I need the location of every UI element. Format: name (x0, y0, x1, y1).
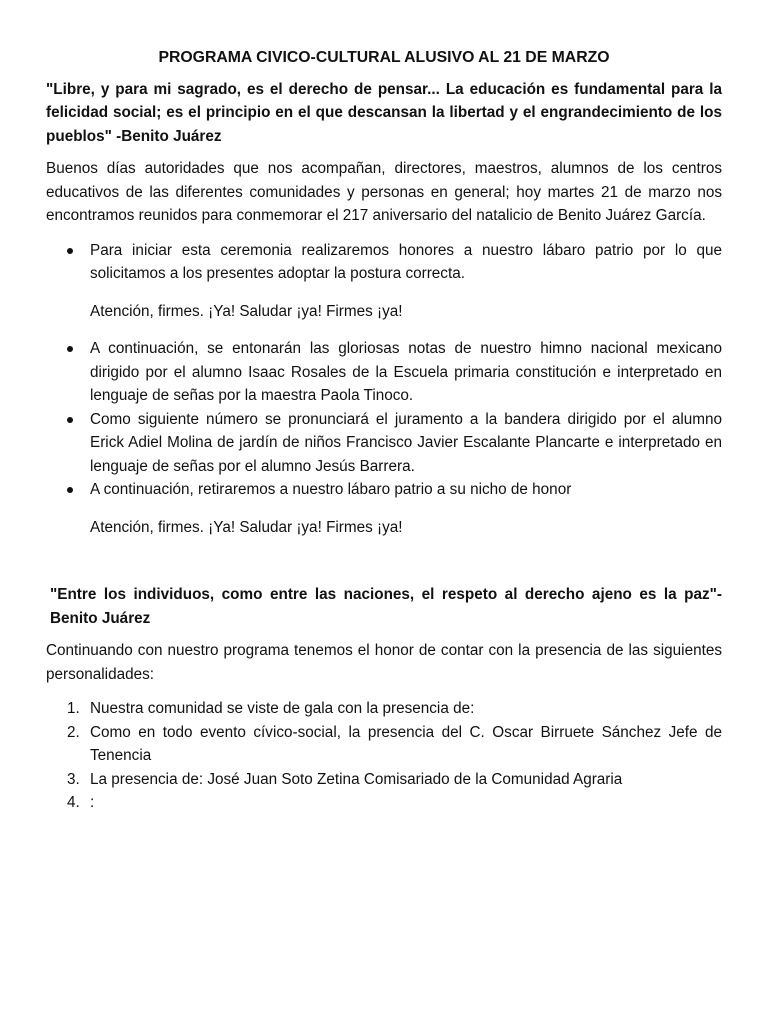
document-title: PROGRAMA CIVICO-CULTURAL ALUSIVO AL 21 DE MARZO (158, 49, 610, 66)
bullet-list-program (46, 337, 722, 502)
intro-paragraph: Buenos días autoridades que nos acompañan, directores, maestros, alumnos de los centros educativos de las diferentes comunidades y personas en general; hoy martes 21 de marzo nos encontramos reunidos para conmemorar el 217 aniversario del natalicio de Benito Juárez García. (46, 160, 722, 224)
list-number: 4. (67, 794, 80, 811)
list-number: 2. (67, 723, 80, 741)
list-item-text: Nuestra comunidad se viste de gala con la presencia de: (90, 700, 475, 717)
list-item (46, 768, 722, 792)
continuing-paragraph: Continuando con nuestro programa tenemos el honor de contar con la presencia de las siguientes personalidades: (46, 642, 722, 683)
list-item: A continuación, retiraremos a nuestro lábaro patrio a su nicho de honor (46, 478, 722, 502)
list-item (46, 791, 722, 815)
numbered-list-personalities (46, 697, 722, 815)
list-item-text: La presencia de: José Juan Soto Zetina Comisariado de la Comunidad Agraria (90, 770, 623, 788)
opening-quote: "Libre, y para mi sagrado, es el derecho de pensar... La educación es fundamental para la felicidad social; es el principio en el que descansan la libertad y el engrandecimiento de los pueblos" -Benito Juárez (46, 80, 722, 145)
second-quote: "Entre los individuos, como entre las naciones, el respeto al derecho ajeno es la paz"-Benito Juárez (50, 586, 722, 627)
command-text: Atención, firmes. ¡Ya! Saludar ¡ya! Firmes ¡ya! (90, 518, 403, 536)
list-number: 1. (67, 700, 80, 717)
list-item: Para iniciar esta ceremonia realizaremos honores a nuestro lábaro patrio por lo que solicitamos a los presentes adoptar la postura correcta. (46, 239, 722, 286)
list-item: A continuación, se entonarán las gloriosas notas de nuestro himno nacional mexicano dirigido por el alumno Isaac Rosales de la Escuela primaria constitución e interpretado en lenguaje de señas por la maestra Paola Tinoco. (46, 337, 722, 408)
list-item-text: : (90, 794, 95, 811)
command-text: Atención, firmes. ¡Ya! Saludar ¡ya! Firmes ¡ya! (90, 302, 403, 320)
bullet-list-honors (46, 239, 722, 286)
list-number: 3. (67, 770, 80, 788)
list-item-text: Como en todo evento cívico-social, la presencia del C. Oscar Birruete Sánchez Jefe de Tenencia (90, 723, 722, 764)
list-item (46, 697, 722, 721)
list-item (46, 721, 722, 768)
list-item: Como siguiente número se pronunciará el juramento a la bandera dirigido por el alumno Erick Adiel Molina de jardín de niños Francisco Javier Escalante Plancarte e interpretado en lenguaje de señas por el alumno Jesús Barrera. (46, 408, 722, 479)
